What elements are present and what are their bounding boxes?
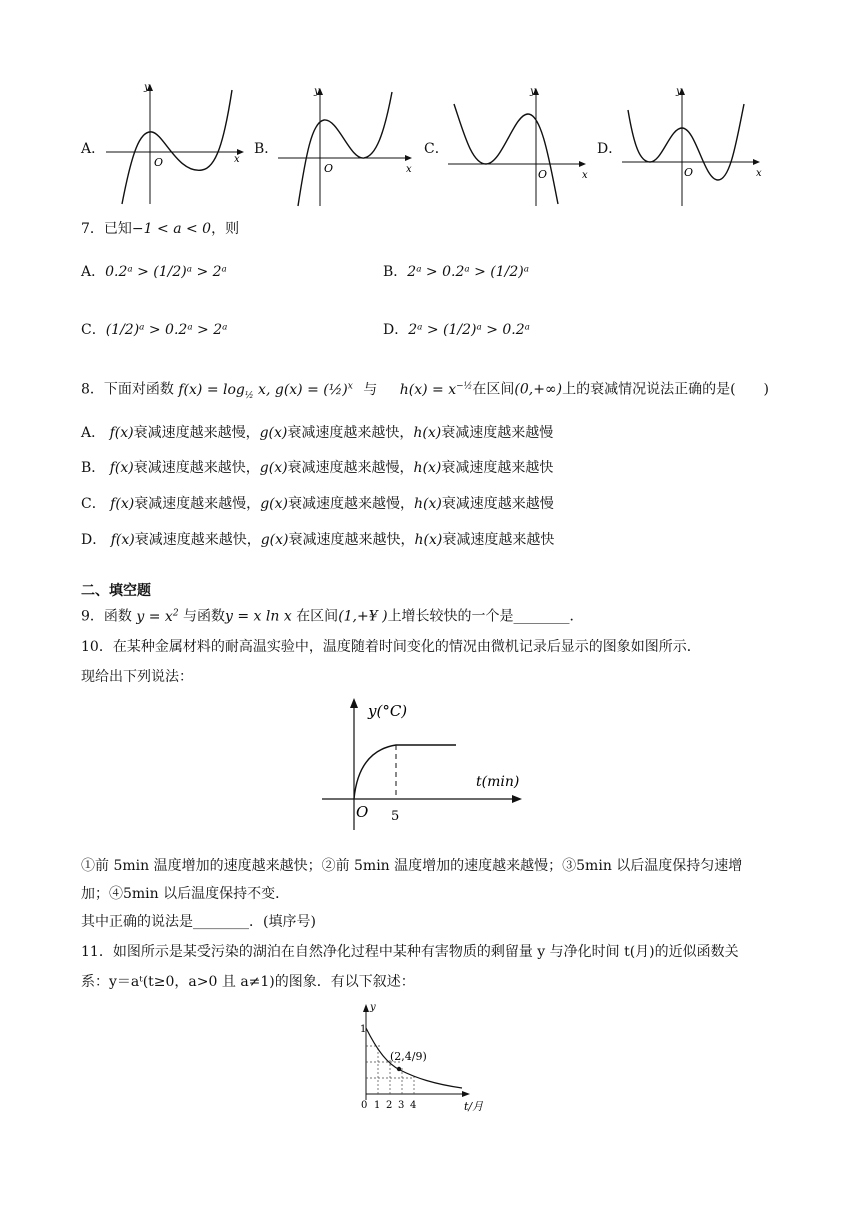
q11-line1: 11．如图所示是某受污染的湖泊在自然净化过程中某种有害物质的剩留量 y 与净化时间 t(月)的近似函数关 [81, 944, 739, 960]
q11-x-tick-2: 2 [386, 1100, 393, 1111]
q11-graph [354, 1000, 494, 1118]
q11-x-tick-1: 1 [374, 1100, 381, 1111]
q11-point-label: (2,4/9) [390, 1050, 427, 1063]
q6-option-d-label[interactable]: D． [597, 141, 623, 157]
q10-tick-5: 5 [391, 809, 400, 824]
q6d-x-label: x [756, 168, 762, 179]
q7-option-d[interactable]: D．2ᵃ > (1/2)ᵃ > 0.2ᵃ [383, 322, 530, 338]
q6a-x-label: x [234, 154, 240, 165]
q6c-origin: O [538, 168, 548, 181]
q8-option-d[interactable]: D． f(x)衰减速度越来越快，g(x)衰减速度越来越快，h(x)衰减速度越来越快 [81, 532, 555, 548]
q8-option-c[interactable]: C． f(x)衰减速度越来越慢，g(x)衰减速度越来越慢，h(x)衰减速度越来越慢 [81, 496, 554, 512]
q11-x-tick-0: 0 [361, 1100, 368, 1111]
q6-graph-b [276, 84, 418, 208]
q10-line1: 10．在某种金属材料的耐高温实验中，温度随着时间变化的情况由微机记录后显示的图象如图所示． [81, 639, 701, 655]
q10-answer: 其中正确的说法是________．(填序号) [81, 914, 316, 930]
q11-y-tick-1: 1 [360, 1024, 367, 1035]
q11-x-tick-4: 4 [410, 1100, 417, 1111]
q6-graph-a [104, 82, 246, 206]
q8-stem: 8．下面对函数 $f(x) = \log_{\frac{1}{2}} x$, g(x) = (½)$^x$ 与 $h(x) = x^{-\frac{1}{2}}$在区间(0,+∞)上的衰减情况说法正确的是( ) [81, 381, 770, 401]
q11-x-tick-3: 3 [398, 1100, 405, 1111]
q10-y-label: y(°C) [368, 702, 408, 720]
q6b-x-label: x [406, 164, 412, 175]
q6-option-b-label[interactable]: B． [254, 141, 279, 157]
q10-statement-1: ①前 5min 温度增加的速度越来越快；②前 5min 温度增加的速度越来越慢；③5min 以后温度保持匀速增 [81, 858, 743, 874]
q10-line2: 现给出下列说法： [81, 669, 193, 685]
q7-option-c[interactable]: C．(1/2)ᵃ > 0.2ᵃ > 2ᵃ [81, 322, 228, 338]
q7-option-a[interactable]: A．0.2ᵃ > (1/2)ᵃ > 2ᵃ [81, 264, 227, 280]
q7-option-a-expr: 0.2ᵃ > (1/2)ᵃ > 2ᵃ [105, 264, 227, 280]
q10-x-label: t(min) [476, 774, 520, 790]
q10-statement-2: 加；④5min 以后温度保持不变． [81, 886, 290, 902]
q9-stem: 9．函数 $y = x^2$ 与函数y = x ln x 在区间(1,+¥ )上增长较快的一个是________． [81, 608, 584, 625]
q7-option-d-expr: 2ᵃ > (1/2)ᵃ > 0.2ᵃ [408, 322, 530, 338]
q8-option-b[interactable]: B． f(x)衰减速度越来越快，g(x)衰减速度越来越慢，h(x)衰减速度越来越快 [81, 460, 554, 476]
q6d-y-label: y [676, 86, 682, 97]
q10-origin: O [356, 803, 369, 821]
q6-option-a-label[interactable]: A． [81, 141, 106, 157]
q6c-y-label: y [530, 86, 536, 97]
section-title: 二、填空题 [81, 583, 151, 599]
q6d-origin: O [684, 166, 694, 179]
q7-option-c-expr: (1/2)ᵃ > 0.2ᵃ > 2ᵃ [105, 322, 228, 338]
q7-option-b[interactable]: B．2ᵃ > 0.2ᵃ > (1/2)ᵃ [383, 264, 529, 280]
q6b-origin: O [324, 162, 334, 175]
q7-option-b-expr: 2ᵃ > 0.2ᵃ > (1/2)ᵃ [407, 264, 529, 280]
q10-graph [316, 690, 536, 830]
q6-graph-c [446, 84, 592, 208]
q8-h-def: $h(x) = x^{-\frac{1}{2}}$ [399, 381, 473, 398]
q6a-y-label: y [144, 82, 150, 93]
q11-x-label: t/月 [464, 1100, 484, 1113]
q6a-origin: O [154, 156, 164, 169]
q11-line2: 系：y＝aᵗ(t≥0，a>0 且 a≠1)的图象．有以下叙述： [81, 974, 415, 990]
q8-f-def: $f(x) = \log_{\frac{1}{2}} x$, g(x) = (½)$^x$ [178, 381, 353, 401]
q6-option-c-label[interactable]: C． [424, 141, 449, 157]
q6-graph-d [620, 84, 766, 208]
q6b-y-label: y [314, 86, 320, 97]
q11-y-label: y [370, 1002, 376, 1013]
q8-option-a[interactable]: A． f(x)衰减速度越来越慢，g(x)衰减速度越来越快，h(x)衰减速度越来越慢 [81, 425, 554, 441]
q6c-x-label: x [582, 170, 588, 181]
q7-stem: 7．已知−1 < a < 0，则 [81, 221, 240, 237]
